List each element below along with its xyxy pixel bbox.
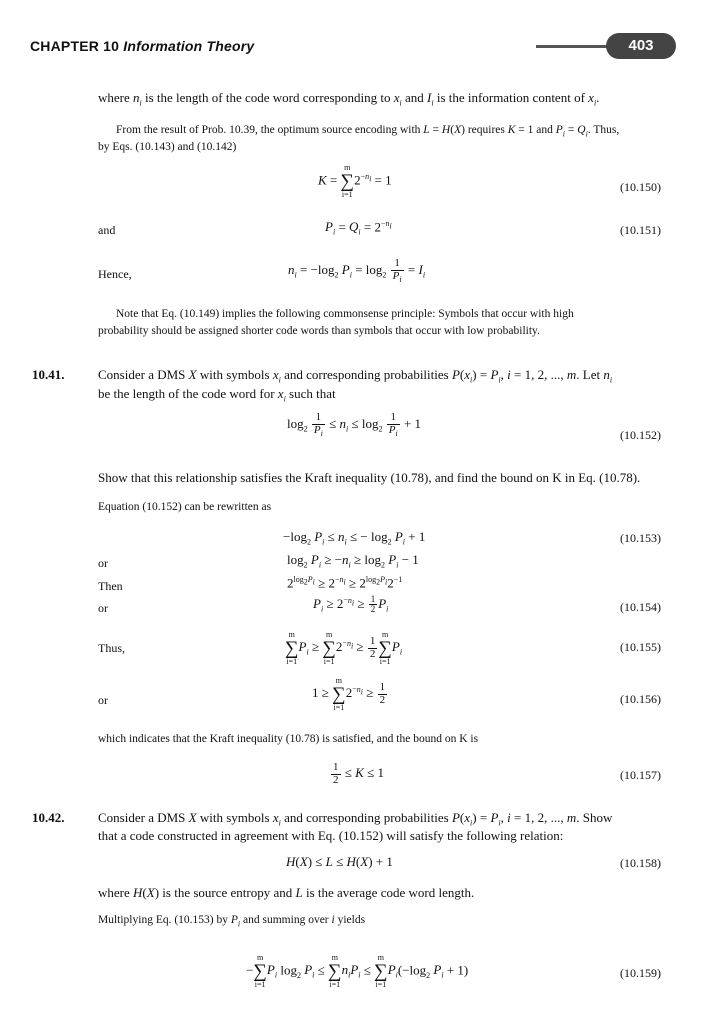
equation-10-154: $P_i \ge 2^{-n_i}$ ≥ $\frac{1}{2}$ $P_i$: [313, 594, 389, 615]
problem-number: 10.41.: [32, 367, 65, 382]
problem-number: 10.42.: [32, 810, 65, 825]
problem-text: Consider a DMS X with symbols $x_i$ and corresponding probabilities $P(x_i) = P_i$, i = 1, 2, ..., m. Show: [98, 810, 613, 828]
equation-10-159: −∑ m i=1 $P_i$ $\log_2 P_i$ ≤ ∑ m i=1 $n_iP_i$ ≤ ∑ m i=1 $P_i(-\log_2$ $P_i + 1$): [246, 953, 469, 989]
label-thus: Thus,: [98, 641, 125, 655]
header-rule: [536, 45, 616, 48]
intro-line: where $n_i$ is the length of the code word corresponding to $x_i$ and $I_i$ is the information content of $x_i$.: [98, 90, 600, 108]
equation-number: (10.152): [620, 428, 661, 442]
problem-text: be the length of the code word for $x_i$ such that: [98, 386, 336, 404]
equation-number: (10.153): [620, 531, 661, 545]
equation-10-157: $\frac{1}{2}$ ≤ K ≤ 1: [333, 761, 384, 786]
label-or: or: [98, 693, 108, 707]
label-then: Then: [98, 579, 123, 593]
chapter-title: Information Theory: [123, 38, 255, 54]
problem-text: where H(X) is the source entropy and L is the average code word length.: [98, 885, 475, 900]
running-header: [30, 38, 254, 54]
equation-number: (10.156): [620, 692, 661, 706]
page-number-badge: 403: [606, 33, 676, 59]
label-or: or: [98, 556, 108, 570]
equation-10-156: 1 ≥ ∑ m i=1 $2^{-n_i}$ ≥ $\frac{1}{2}$: [312, 675, 386, 712]
label-hence: Hence,: [98, 267, 132, 281]
problem-text: that a code constructed in agreement with Eq. (10.152) will satisfy the following relation:: [98, 828, 564, 843]
equation-then: $2^{log_2P_i} \ge 2^{-n_i} \ge 2^{log_2P_i}2^{-1}$: [287, 575, 403, 591]
equation-number: (10.151): [620, 223, 661, 237]
label-and: and: [98, 223, 116, 237]
solution-text: Equation (10.152) can be rewritten as: [98, 501, 272, 513]
equation-10-155: ∑ m i=1 $P_i$ ≥ ∑ m i=1 $2^{-n_i}$ ≥ $\frac{1}{2}$ ∑ m i=1 $P_i$: [285, 629, 403, 666]
equation-number: (10.157): [620, 768, 661, 782]
equation-number: (10.150): [620, 180, 661, 194]
label-or: or: [98, 601, 108, 615]
equation-10-151: $P_i = Q_i = 2^{-n_i}$: [325, 219, 392, 237]
equation-10-153: $-\log_2$ $P_i \le n_i$ ≤ − $\log_2 P_i + 1$: [283, 529, 426, 547]
solution-text: by Eqs. (10.143) and (10.142): [98, 141, 237, 153]
equation-or: $\log_2 P_i \ge -n_i \ge \log_2 P_i - 1$: [287, 552, 419, 570]
solution-text: Multiplying Eq. (10.153) by $P_i$ and summing over i yields: [98, 914, 366, 929]
solution-text: which indicates that the Kraft inequality (10.78) is satisfied, and the bound on K is: [98, 733, 479, 745]
note-line-2: probability should be assigned shorter code words than symbols that occur with low probability.: [98, 325, 540, 337]
equation-10-158: H(X) ≤ L ≤ H(X) + 1: [286, 854, 393, 869]
equation-number: (10.155): [620, 640, 661, 654]
equation-10-152: $\log_2$ $\frac{1}{P_i}$ ≤ $n_i \le \log_2$ $\frac{1}{P_i}$ + 1: [287, 411, 422, 438]
equation-number: (10.154): [620, 600, 661, 614]
equation-number: (10.159): [620, 966, 661, 980]
equation-hence: $n_i = -\log_2$ $P_i = \log_2$ $\frac{1}{P_i}$ = $I_i$: [288, 257, 426, 284]
solution-text: From the result of Prob. 10.39, the optimum source encoding with L = H(X) requires K = 1 and $P_i = Q_i$. Thus,: [116, 124, 620, 139]
chapter-label: CHAPTER 10: [30, 38, 120, 54]
equation-10-150: K = ∑ m i=1 $2^{-n_i} = 1$: [318, 163, 392, 199]
note-line-1: Note that Eq. (10.149) implies the following commonsense principle: Symbols that occur with high: [116, 308, 574, 320]
problem-text: Consider a DMS X with symbols $x_i$ and corresponding probabilities $P(x_i) = P_i$, i = 1, 2, ..., m. Let $n_i$: [98, 367, 613, 385]
problem-task: Show that this relationship satisfies the Kraft inequality (10.78), and find the bound on K in Eq. (10.78).: [98, 470, 641, 485]
equation-number: (10.158): [620, 856, 661, 870]
